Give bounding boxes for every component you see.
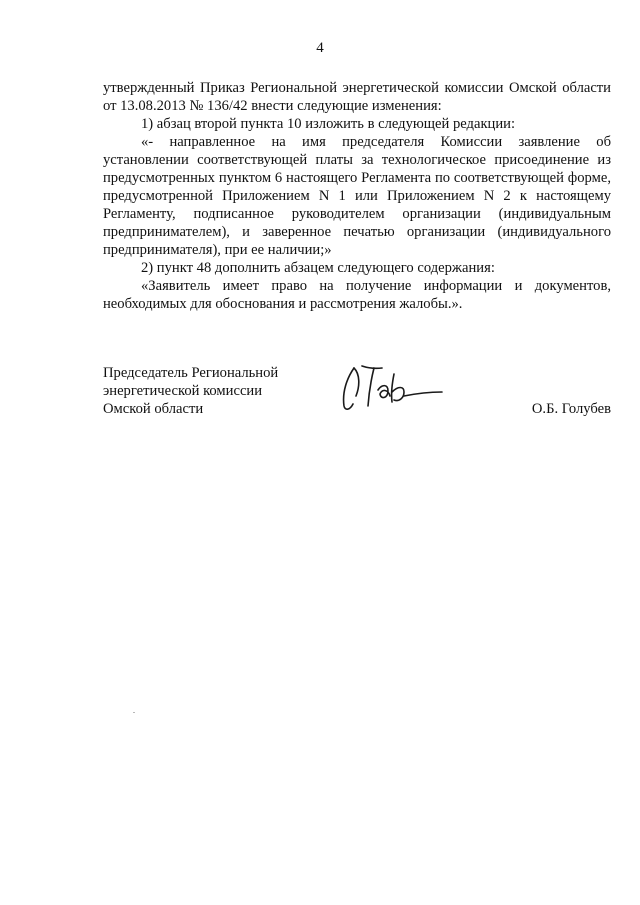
scan-speck (133, 712, 135, 713)
signer-title-line: энергетической комиссии (103, 383, 263, 399)
signer-title-line: Председатель Региональной (103, 365, 279, 381)
paragraph-item-2: 2) пункт 48 дополнить абзацем следующего содержания: (141, 260, 495, 276)
page-number: 4 (316, 40, 324, 56)
paragraph-item-1: 1) абзац второй пункта 10 изложить в следующей редакции: (141, 116, 516, 132)
paragraph-quote-1: «- направленное на имя председателя Комиссии заявление об установлении соответствующей платы за технологическое присоединение из предусмотренных пунктом 6 настоящего Регламента по соответствующей форме, предусмотренной Приложением N 1 или Приложением N 2 к настоящему Регламенту, подписанное руководителем организации (индивидуальным предпринимателем), и заверенное печатью организации (индивидуального предпринимателя), при ее наличии;» (103, 134, 611, 258)
signer-title (103, 364, 323, 418)
paragraph-quote-2: «Заявитель имеет право на получение информации и документов, необходимых для обоснования и рассмотрения жалобы.». (103, 278, 611, 312)
signature-block (103, 364, 611, 424)
signer-name: О.Б. Голубев (531, 401, 611, 417)
document-body (103, 79, 611, 313)
handwritten-signature (338, 356, 448, 414)
signer-title-line: Омской области (103, 401, 204, 417)
paragraph-intro: утвержденный Приказ Региональной энергетической комиссии Омской области от 13.08.2013 № 136/42 внести следующие изменения: (103, 80, 611, 114)
